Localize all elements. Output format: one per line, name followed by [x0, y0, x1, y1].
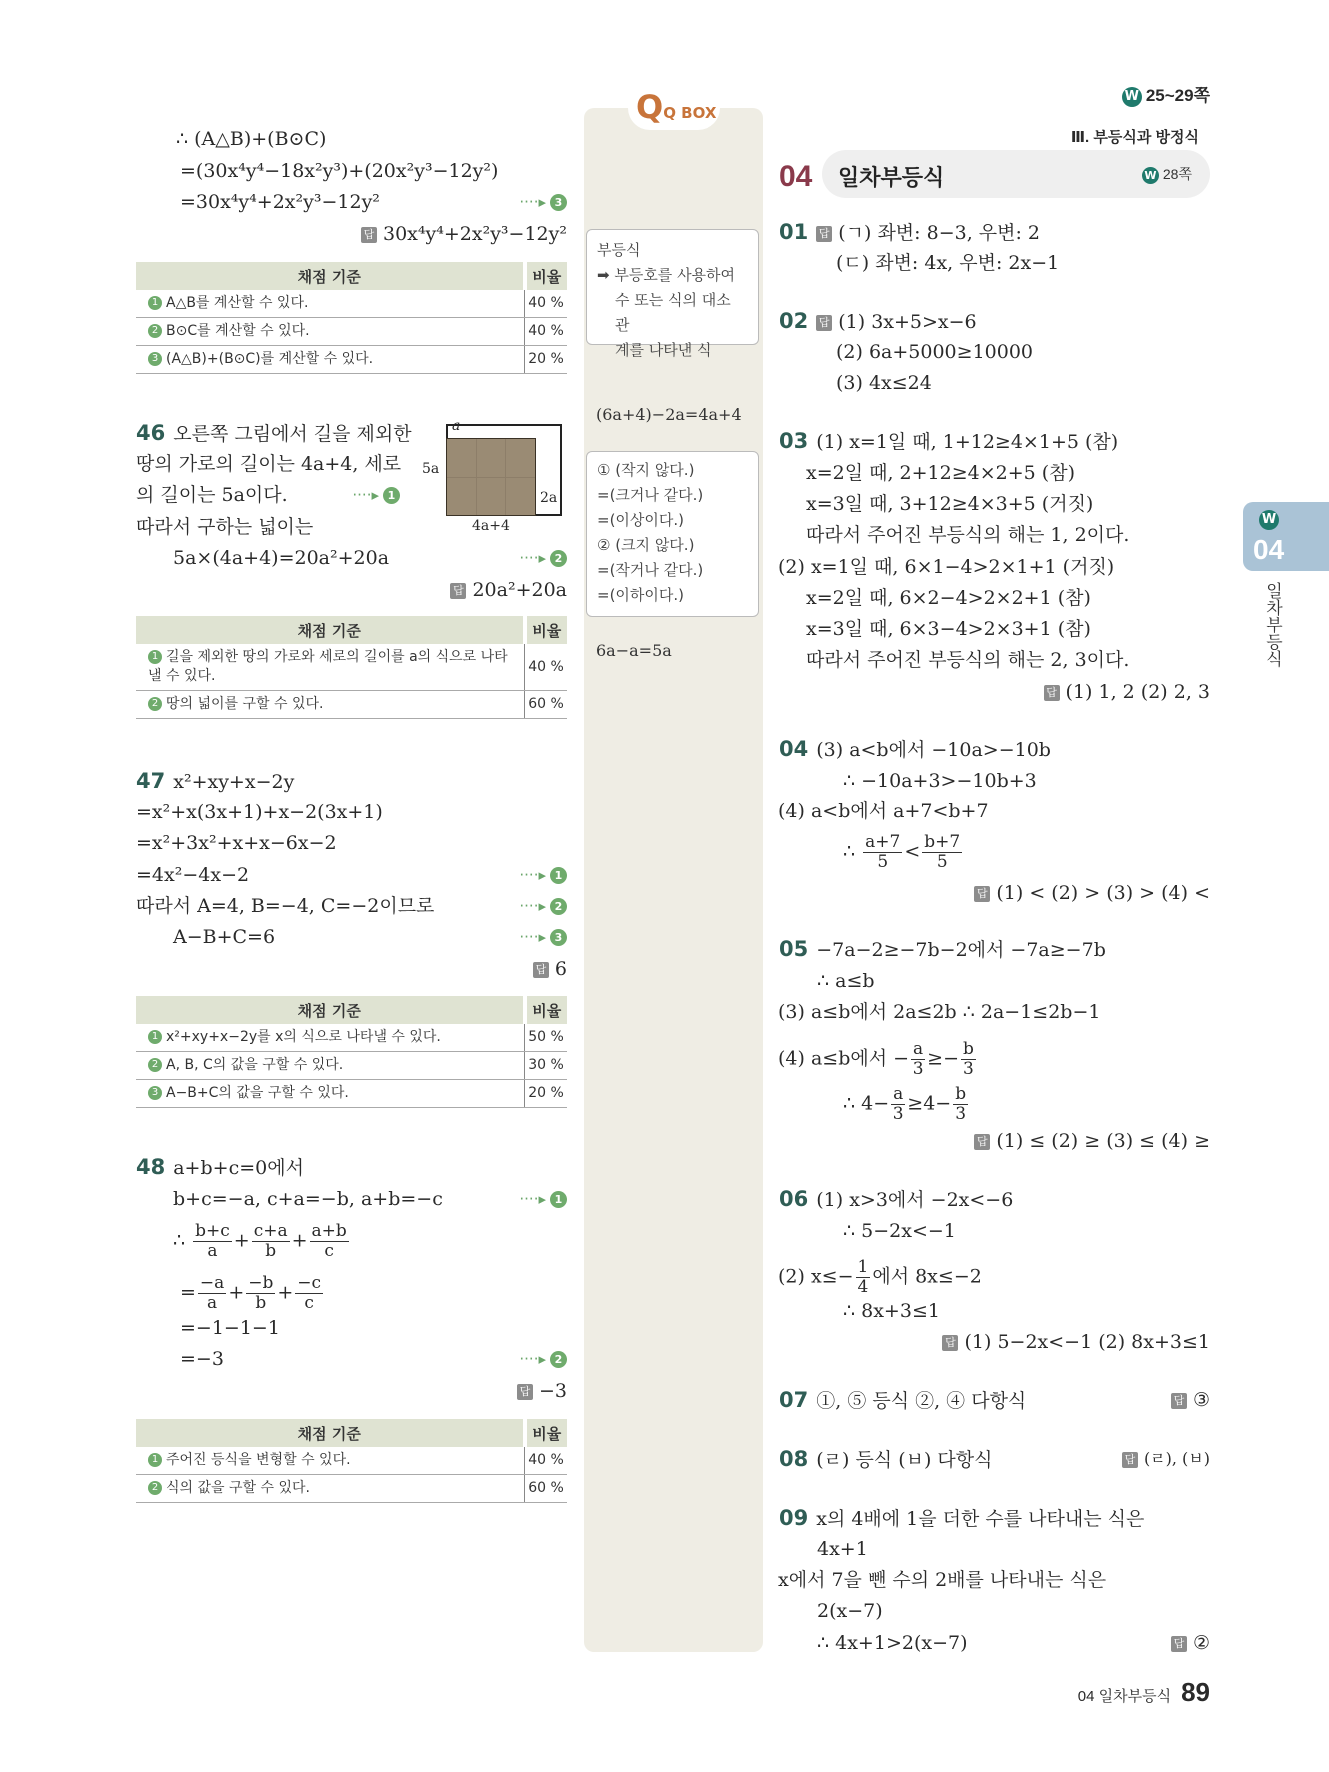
solution-line: ∴ 8x+3≤1: [843, 1300, 940, 1322]
table-row: [136, 691, 567, 719]
therefore-symbol: ∴: [843, 840, 856, 863]
fraction: [310, 1222, 349, 1261]
criteria-header: 채점 기준: [136, 1419, 525, 1447]
qbox-note-inequality: [586, 229, 759, 359]
solution-line: 따라서 구하는 넓이는: [136, 516, 314, 538]
solution-line: ∴ 5−2x<−1: [843, 1220, 956, 1242]
unit-title: Ⅲ. 부등식과 방정식: [1070, 129, 1199, 146]
step-number: 1: [148, 650, 162, 664]
step-number: 2: [148, 324, 162, 338]
answer: [1171, 1631, 1210, 1655]
solution-line: =−1−1−1: [180, 1317, 280, 1339]
note-line: =(이하이다.): [597, 586, 685, 604]
problem-47: [136, 769, 294, 794]
q-logo-icon: Q: [636, 88, 664, 126]
problem-number: 07: [779, 1388, 809, 1412]
solution-line: x=2일 때, 2+12≥4×2+5 (참): [806, 462, 1075, 484]
note-line: =(크거나 같다.): [597, 486, 704, 504]
answer-mark-icon: 답: [1171, 1636, 1187, 1652]
step-number: 1: [148, 1453, 162, 1467]
problem-09: [779, 1506, 1144, 1531]
solution-line: x=3일 때, 6×3−4>2×3+1 (참): [806, 618, 1091, 640]
answer: [974, 881, 1210, 905]
solution-line: x²+xy+x−2y: [173, 771, 295, 793]
denominator: b: [255, 1293, 267, 1313]
fraction: [295, 1274, 323, 1313]
solution-line: x=2일 때, 6×2−4>2×2+1 (참): [806, 587, 1091, 609]
denominator: c: [324, 1241, 334, 1261]
ratio-value: 60 %: [525, 1475, 568, 1503]
solution-line: x에서 7을 뺀 수의 2배를 나타내는 식은: [778, 1569, 1107, 1591]
step-number: 1: [550, 1191, 567, 1208]
criteria-text: (A△B)+(B⊙C)를 계산할 수 있다.: [166, 351, 374, 367]
solution-line: =(30x⁴y⁴−18x²y³)+(20x²y³−12y²): [180, 160, 499, 182]
answer: [517, 1379, 567, 1403]
fraction: [863, 833, 902, 872]
solution-line: (ㄹ) 등식 (ㅂ) 다항식: [816, 1449, 993, 1471]
qbox-note-width: (6a+4)−2a=4a+4: [596, 405, 742, 424]
fraction: [193, 1222, 232, 1261]
fraction: [198, 1274, 226, 1313]
side-tab-number: 04: [1253, 534, 1285, 565]
operator: +: [291, 1229, 308, 1252]
numerator: −b: [248, 1273, 274, 1293]
numerator: a+7: [865, 832, 901, 852]
answer: [450, 578, 567, 602]
numerator: b: [955, 1084, 967, 1104]
numerator: −c: [297, 1273, 322, 1293]
note-title: 부등식: [597, 241, 641, 259]
denominator: 3: [892, 1104, 904, 1124]
page-range-text: 25~29쪽: [1145, 86, 1210, 105]
answer-mark-icon: 답: [450, 583, 466, 599]
footer-chapter: 04 일차부등식: [1077, 1688, 1172, 1705]
solution-line: (ㄱ) 좌변: 8−3, 우변: 2: [838, 222, 1041, 244]
problem-number: 08: [779, 1447, 809, 1471]
ratio-header: 비율: [525, 616, 568, 644]
solution-line: [173, 1222, 351, 1261]
problem-number: 09: [779, 1506, 809, 1530]
road-figure: [416, 416, 567, 538]
criteria-text: 길을 제외한 땅의 가로와 세로의 길이를 a의 식으로 나타낼 수 있다.: [148, 649, 508, 684]
problem-number: 06: [779, 1187, 809, 1211]
solution-line: (3) 4x≤24: [836, 372, 932, 394]
solution-line: ∴ a≤b: [817, 970, 875, 992]
ratio-value: 30 %: [525, 1052, 568, 1080]
denominator: b: [265, 1241, 277, 1261]
solution-line: (1) x=1일 때, 1+12≥4×1+5 (참): [816, 431, 1119, 453]
solution-line: 따라서 주어진 부등식의 해는 1, 2이다.: [806, 524, 1130, 546]
solution-line: [778, 1258, 982, 1297]
answer: [533, 957, 567, 981]
chapter-side-tab[interactable]: [1243, 502, 1329, 571]
table-row: [136, 1080, 567, 1108]
problem-06: [779, 1187, 1013, 1212]
ratio-header: 비율: [525, 1419, 568, 1447]
ratio-value: 20 %: [525, 346, 568, 374]
solution-line: 4x+1: [817, 1538, 868, 1560]
ratio-value: 60 %: [525, 691, 568, 719]
answer: [1122, 1447, 1210, 1471]
ratio-header: 비율: [525, 262, 568, 290]
numerator: b: [963, 1039, 974, 1059]
answer-mark-icon: 답: [1122, 1452, 1138, 1468]
criteria-text: B⊙C를 계산할 수 있다.: [166, 323, 310, 339]
solution-line: (1) 3x+5>x−6: [838, 311, 977, 333]
solution-line: a+b+c=0에서: [173, 1157, 304, 1179]
solution-line: 오른쪽 그림에서 길을 제외한: [173, 423, 412, 445]
fraction: [252, 1222, 290, 1261]
solution-line: ∴ (A△B)+(B⊙C): [176, 128, 327, 150]
solution-line: =x²+x(3x+1)+x−2(3x+1): [136, 801, 383, 823]
problem-04: [779, 737, 1051, 762]
answer-value: ②: [1192, 1632, 1210, 1654]
land-plot: [447, 439, 476, 477]
solution-line: (3) a<b에서 −10a>−10b: [816, 739, 1051, 761]
step-number: 3: [550, 194, 567, 211]
step-number: 2: [550, 550, 567, 567]
solution-line: [843, 833, 964, 872]
step-marker: ····▸ 2: [519, 1347, 567, 1371]
problem-48: [136, 1155, 304, 1180]
answer-value: 30x⁴y⁴+2x²y³−12y²: [383, 223, 567, 245]
solution-text: ≥4−: [907, 1092, 952, 1115]
denominator: 4: [857, 1277, 869, 1297]
answer-mark-icon: 답: [1044, 685, 1060, 701]
problem-number: 46: [136, 421, 166, 445]
solution-text: (4) a≤b에서 −: [778, 1047, 910, 1070]
answer: [1171, 1388, 1210, 1412]
table-row: [136, 1052, 567, 1080]
fraction: [856, 1258, 871, 1297]
side-tab-label: 일차부등식: [1263, 582, 1282, 667]
ratio-value: 20 %: [525, 1080, 568, 1108]
step-number: 1: [148, 1030, 162, 1044]
fraction: [911, 1040, 925, 1079]
step-number: 2: [148, 697, 162, 711]
step-marker: ····▸ 3: [519, 925, 567, 949]
numerator: b+7: [924, 832, 961, 852]
table-row: [136, 1024, 567, 1052]
table-row: [136, 290, 567, 318]
denominator: 3: [912, 1059, 924, 1079]
answer-mark-icon: 답: [816, 315, 832, 331]
step-number: 2: [550, 898, 567, 915]
answer-mark-icon: 답: [974, 886, 990, 902]
criteria-text: A, B, C의 값을 구할 수 있다.: [166, 1057, 344, 1073]
numerator: −a: [199, 1273, 225, 1293]
fraction: [961, 1040, 976, 1079]
land-plot: [447, 478, 476, 516]
section-title: 일차부등식: [838, 165, 945, 190]
denominator: 5: [877, 852, 889, 872]
denominator: a: [207, 1293, 218, 1313]
solution-line: 5a×(4a+4)=20a²+20a: [173, 547, 390, 569]
step-marker: ····▸ 2: [519, 546, 567, 570]
note-line: =(작거나 같다.): [597, 561, 704, 579]
solution-line: [180, 1274, 325, 1313]
answer-value: (1) 1, 2 (2) 2, 3: [1065, 681, 1210, 703]
solution-line: (2) x=1일 때, 6×1−4>2×1+1 (거짓): [778, 556, 1115, 578]
solution-line: 의 길이는 5a이다.: [136, 484, 288, 506]
problem-46: [136, 421, 412, 446]
step-number: 3: [148, 352, 162, 366]
solution-line: ∴ −10a+3>−10b+3: [843, 770, 1037, 792]
answer-value: ③: [1192, 1389, 1210, 1411]
fraction: [891, 1085, 905, 1124]
figure-label: 5a: [422, 461, 440, 477]
ratio-value: 40 %: [525, 644, 568, 691]
note-line: =(이상이다.): [597, 511, 685, 529]
solution-text: 에서 8x≤−2: [872, 1265, 982, 1288]
problem-02: [779, 309, 977, 334]
problem-08: [779, 1447, 992, 1472]
ratio-value: 50 %: [525, 1024, 568, 1052]
ratio-value: 40 %: [525, 290, 568, 318]
criteria-header: 채점 기준: [136, 262, 525, 290]
answer-mark-icon: 답: [533, 962, 549, 978]
problem-01: [779, 220, 1040, 245]
solution-line: =30x⁴y⁴+2x²y³−12y²: [180, 191, 380, 213]
operator: +: [228, 1281, 245, 1304]
solution-line: ∴ 4x+1>2(x−7): [817, 1632, 968, 1654]
answer-value: (1) < (2) > (3) > (4) <: [996, 882, 1210, 904]
table-row: [136, 318, 567, 346]
note-line: ② (크지 않다.): [597, 536, 695, 554]
solution-line: (2) 6a+5000≥10000: [836, 341, 1034, 363]
step-number: 2: [148, 1481, 162, 1495]
answer-value: 6: [554, 958, 567, 980]
step-number: 1: [550, 867, 567, 884]
problem-number: 02: [779, 309, 809, 333]
numerator: a: [913, 1039, 924, 1059]
answer: [942, 1330, 1210, 1354]
fraction: [246, 1274, 275, 1313]
land-plot: [506, 478, 535, 516]
criteria-text: x²+xy+x−2y를 x의 식으로 나타낼 수 있다.: [166, 1029, 441, 1045]
step-marker: ····▸ 2: [519, 894, 567, 918]
qbox-logo-text: Q BOX: [663, 104, 717, 122]
solution-line: (4) a<b에서 a+7<b+7: [778, 800, 989, 822]
problem-number: 03: [779, 429, 809, 453]
problem-03: [779, 429, 1118, 454]
grading-table: [136, 1419, 567, 1503]
step-number: 1: [383, 487, 400, 504]
solution-text: (2) x≤−: [778, 1265, 854, 1288]
section-number: 04: [779, 160, 813, 193]
solution-line: b+c=−a, c+a=−b, a+b=−c: [173, 1188, 443, 1210]
qbox-note-terms: [586, 451, 759, 617]
land-plot: [477, 478, 506, 516]
operator: <: [904, 840, 921, 863]
problem-07: [779, 1388, 1026, 1413]
answer-mark-icon: 답: [517, 1384, 533, 1400]
problem-number: 05: [779, 937, 809, 961]
note-line: ➡ 부등호를 사용하여: [597, 266, 736, 284]
denominator: 3: [963, 1059, 974, 1079]
criteria-text: 땅의 넓이를 구할 수 있다.: [166, 696, 324, 712]
answer: [974, 1129, 1210, 1153]
step-number: 3: [550, 929, 567, 946]
solution-line: =−3: [180, 1348, 224, 1370]
step-marker: ····▸ 3: [519, 190, 567, 214]
note-line: ① (작지 않다.): [597, 461, 695, 479]
solution-text: ∴ 4−: [843, 1092, 890, 1115]
step-number: 2: [550, 1351, 567, 1368]
problem-05: [779, 937, 1106, 962]
figure-label: 4a+4: [472, 518, 510, 534]
answer: [361, 222, 567, 246]
ratio-value: 40 %: [525, 318, 568, 346]
land-plot: [506, 439, 535, 477]
answer-mark-icon: 답: [1171, 1393, 1187, 1409]
problem-number: 01: [779, 220, 809, 244]
answer-value: (1) ≤ (2) ≥ (3) ≤ (4) ≥: [996, 1130, 1210, 1152]
solution-line: x=3일 때, 3+12≥4×3+5 (거짓): [806, 493, 1094, 515]
step-number: 3: [148, 1086, 162, 1100]
operator: +: [277, 1281, 294, 1304]
numerator: b+c: [195, 1221, 230, 1241]
solution-line: 땅의 가로의 길이는 4a+4, 세로: [136, 453, 402, 475]
solution-line: =x²+3x²+x+x−6x−2: [136, 832, 337, 854]
numerator: a+b: [311, 1221, 347, 1241]
ratio-header: 비율: [525, 996, 568, 1024]
problem-number: 04: [779, 737, 809, 761]
answer-value: −3: [538, 1380, 567, 1402]
criteria-text: A−B+C의 값을 구할 수 있다.: [166, 1085, 349, 1101]
solution-line: −7a−2≥−7b−2에서 −7a≥−7b: [816, 939, 1106, 961]
solution-line: (1) x>3에서 −2x<−6: [816, 1189, 1014, 1211]
solution-line: [843, 1085, 970, 1124]
ratio-value: 40 %: [525, 1447, 568, 1475]
note-line: 계를 나타낸 식: [615, 341, 712, 359]
page-number: 89: [1181, 1677, 1210, 1707]
step-marker: ····▸ 1: [519, 1187, 567, 1211]
land-plot: [477, 439, 506, 477]
page-footer: [1077, 1677, 1210, 1709]
solution-line: x의 4배에 1을 더한 수를 나타내는 식은: [816, 1508, 1145, 1530]
therefore-symbol: ∴: [173, 1229, 186, 1252]
criteria-text: A△B를 계산할 수 있다.: [166, 295, 309, 311]
note-line: 수 또는 식의 대소 관: [615, 291, 731, 334]
numerator: a: [893, 1084, 904, 1104]
denominator: a: [207, 1241, 218, 1261]
criteria-header: 채점 기준: [136, 996, 525, 1024]
qbox-note-height: 6a−a=5a: [596, 641, 672, 660]
table-row: [136, 346, 567, 374]
solution-line: 2(x−7): [817, 1600, 883, 1622]
fraction: [922, 833, 962, 872]
table-row: [136, 1447, 567, 1475]
section-page: 28쪽: [1162, 166, 1192, 182]
step-marker: ····▸ 1: [352, 483, 400, 507]
answer: [1044, 680, 1210, 704]
answer-mark-icon: 답: [942, 1335, 958, 1351]
step-number: 2: [148, 1058, 162, 1072]
solution-line: =4x²−4x−2: [136, 864, 250, 886]
solution-text: ≥−: [927, 1047, 960, 1070]
answer-value: (1) 5−2x<−1 (2) 8x+3≤1: [964, 1331, 1210, 1353]
denominator: 5: [936, 852, 948, 872]
equals: =: [180, 1281, 196, 1304]
answer-mark-icon: 답: [816, 226, 832, 242]
grading-table: [136, 616, 567, 719]
numerator: c+a: [253, 1221, 288, 1241]
solution-line: (3) a≤b에서 2a≤2b ∴ 2a−1≤2b−1: [778, 1001, 1101, 1023]
criteria-text: 식의 값을 구할 수 있다.: [166, 1480, 310, 1496]
grading-table: [136, 996, 567, 1108]
answer-mark-icon: 답: [361, 227, 377, 243]
figure-label: 2a: [540, 490, 558, 506]
workbook-icon: W: [1142, 167, 1159, 184]
problem-number: 47: [136, 769, 166, 793]
solution-line: ①, ⑤ 등식 ②, ④ 다항식: [816, 1390, 1027, 1412]
table-row: [136, 644, 567, 691]
qbox-logo: [636, 88, 716, 126]
figure-label: a: [452, 418, 461, 434]
solution-line: 따라서 주어진 부등식의 해는 2, 3이다.: [806, 649, 1130, 671]
fraction: [953, 1085, 968, 1124]
answer-value: (ㄹ), (ㅂ): [1143, 1449, 1210, 1468]
grading-table: [136, 262, 567, 374]
numerator: 1: [857, 1257, 869, 1277]
answer-value: 20a²+20a: [472, 579, 567, 601]
solution-line: A−B+C=6: [173, 926, 276, 948]
step-marker: ····▸ 1: [519, 863, 567, 887]
answer-mark-icon: 답: [974, 1134, 990, 1150]
workbook-icon: W: [1122, 87, 1142, 107]
problem-number: 48: [136, 1155, 166, 1179]
denominator: 3: [955, 1104, 967, 1124]
workbook-icon: W: [1259, 510, 1279, 530]
solution-line: 따라서 A=4, B=−4, C=−2이므로: [136, 895, 435, 917]
criteria-header: 채점 기준: [136, 616, 525, 644]
criteria-text: 주어진 등식을 변형할 수 있다.: [166, 1452, 351, 1468]
table-row: [136, 1475, 567, 1503]
section-title-pill: [822, 150, 1210, 198]
denominator: c: [304, 1293, 314, 1313]
page-range: [1122, 84, 1210, 108]
operator: +: [233, 1229, 250, 1252]
land-plots: [446, 438, 536, 516]
solution-line: (ㄷ) 좌변: 4x, 우변: 2x−1: [836, 252, 1060, 274]
solution-line: [778, 1040, 978, 1079]
step-number: 1: [148, 296, 162, 310]
